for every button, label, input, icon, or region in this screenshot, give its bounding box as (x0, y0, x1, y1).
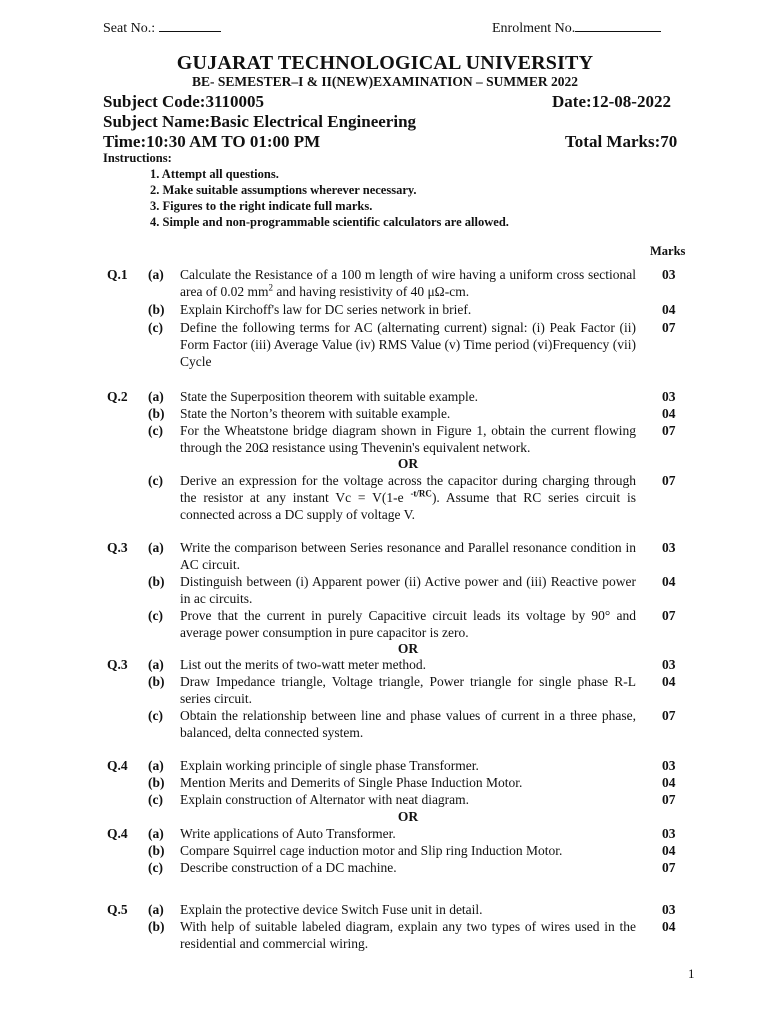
subject-name: Subject Name:Basic Electrical Engineering (103, 112, 417, 131)
question-marks: 03 (662, 758, 676, 773)
question-number: Q.1 (107, 267, 128, 282)
part-label: (b) (148, 302, 165, 317)
part-label: (b) (148, 775, 165, 790)
question-text: Obtain the relationship between line and phase values of current in a three phase, balanced, delta connected system. (180, 708, 636, 740)
or-separator: OR (397, 641, 419, 656)
part-label: (c) (148, 320, 163, 335)
seat-label: Seat No.: (103, 21, 156, 36)
question-marks: 03 (662, 389, 676, 404)
superscript: -t/RC (410, 488, 432, 499)
instruction-item: 3. Figures to the right indicate full marks. (150, 199, 373, 213)
seat-number-field (103, 17, 221, 37)
exam-title: BE- SEMESTER–I & II(NEW)EXAMINATION – SUMMER 2022 (191, 74, 579, 89)
exam-time: Time:10:30 AM TO 01:00 PM (103, 132, 321, 151)
question-text: State the Superposition theorem with suitable example. (180, 389, 479, 404)
part-label: (b) (148, 843, 165, 858)
question-marks: 03 (662, 540, 676, 555)
part-label: (c) (148, 860, 163, 875)
question-text: Write the comparison between Series resonance and Parallel resonance condition in AC circuit. (180, 540, 636, 572)
question-text: Define the following terms for AC (alternating current) signal: (i) Peak Factor (ii) Form Factor (iii) Average Value (iv) RMS Value (v) Time period (vi)Frequency (vii) Cycle (180, 320, 636, 369)
question-marks: 03 (662, 902, 676, 917)
question-marks: 04 (662, 775, 676, 790)
part-label: (b) (148, 406, 165, 421)
page-number: 1 (688, 966, 695, 981)
question-marks: 03 (662, 657, 676, 672)
exam-date: Date:12-08-2022 (552, 92, 671, 111)
part-label: (a) (148, 758, 164, 773)
question-text: Explain working principle of single phase Transformer. (180, 758, 479, 773)
marks-heading: Marks (650, 244, 686, 258)
part-label: (b) (148, 919, 165, 934)
question-text: Draw Impedance triangle, Voltage triangle, Power triangle for single phase R-L series circuit. (180, 674, 636, 706)
university-title: GUJARAT TECHNOLOGICAL UNIVERSITY (176, 52, 594, 74)
question-text: Write applications of Auto Transformer. (180, 826, 396, 841)
question-text: List out the merits of two-watt meter method. (180, 657, 426, 672)
part-label: (c) (148, 473, 163, 488)
question-text: For the Wheatstone bridge diagram shown in Figure 1, obtain the current flowing through the 20Ω resistance using Thevenin's equivalent network. (180, 423, 636, 455)
question-marks: 04 (662, 674, 676, 689)
question-marks: 07 (662, 320, 676, 335)
question-marks: 07 (662, 423, 676, 438)
question-marks: 07 (662, 860, 676, 875)
question-marks: 07 (662, 792, 676, 807)
total-marks: Total Marks:70 (565, 132, 678, 151)
text-segment: Calculate the Resistance of a 100 m length of wire having a uniform cross sectional area of 0.02 mm (180, 267, 636, 299)
question-text: Describe construction of a DC machine. (180, 860, 397, 875)
question-text: Distinguish between (i) Apparent power (ii) Active power and (iii) Reactive power in ac circuits. (180, 574, 636, 606)
question-text: Explain the protective device Switch Fuse unit in detail. (180, 902, 483, 917)
part-label: (c) (148, 792, 163, 807)
question-text: With help of suitable labeled diagram, explain any two types of wires used in the residential and commercial wiring. (180, 919, 636, 951)
question-number: Q.3 (107, 657, 128, 672)
question-text: Explain Kirchoff's law for DC series network in brief. (180, 302, 472, 317)
question-marks: 04 (662, 406, 676, 421)
instruction-item: 2. Make suitable assumptions wherever necessary. (150, 183, 417, 197)
part-label: (a) (148, 267, 164, 282)
seat-blank-line (159, 17, 221, 32)
question-marks: 04 (662, 302, 676, 317)
part-label: (b) (148, 674, 165, 689)
question-marks: 07 (662, 473, 676, 488)
instructions-label: Instructions: (103, 151, 172, 165)
part-label: (c) (148, 708, 163, 723)
question-number: Q.4 (107, 758, 128, 773)
question-marks: 07 (662, 608, 676, 623)
enrolment-label: Enrolment No. (492, 21, 576, 36)
question-text: Compare Squirrel cage induction motor and Slip ring Induction Motor. (180, 843, 563, 858)
question-marks: 04 (662, 574, 676, 589)
question-marks: 04 (662, 919, 676, 934)
part-label: (a) (148, 389, 164, 404)
question-marks: 04 (662, 843, 676, 858)
question-number: Q.4 (107, 826, 128, 841)
question-text (180, 266, 636, 300)
part-label: (c) (148, 608, 163, 623)
question-marks: 07 (662, 708, 676, 723)
question-text: State the Norton’s theorem with suitable example. (180, 406, 451, 421)
or-separator: OR (397, 456, 419, 471)
text-segment: and having resistivity of 40 μΩ-cm. (272, 284, 470, 299)
question-text: Explain construction of Alternator with neat diagram. (180, 792, 470, 807)
enrolment-blank-line (575, 17, 661, 32)
question-number: Q.5 (107, 902, 128, 917)
part-label: (a) (148, 826, 164, 841)
enrolment-number-field (492, 17, 661, 37)
part-label: (a) (148, 902, 164, 917)
instruction-item: 4. Simple and non-programmable scientific calculators are allowed. (150, 215, 509, 229)
question-marks: 03 (662, 267, 676, 282)
superscript: 2 (268, 282, 273, 293)
question-text: Mention Merits and Demerits of Single Phase Induction Motor. (180, 775, 523, 790)
instruction-item: 1. Attempt all questions. (150, 167, 279, 181)
question-marks: 03 (662, 826, 676, 841)
subject-code: Subject Code:3110005 (103, 92, 265, 111)
text-segment: ). Assume that RC series circuit is connected across a DC supply of voltage V. (180, 490, 636, 522)
question-number: Q.2 (107, 389, 128, 404)
question-number: Q.3 (107, 540, 128, 555)
part-label: (b) (148, 574, 165, 589)
question-text: Prove that the current in purely Capacitive circuit leads its voltage by 90° and average power consumption in pure capacitor is zero. (180, 608, 636, 640)
part-label: (c) (148, 423, 163, 438)
or-separator: OR (397, 809, 419, 824)
part-label: (a) (148, 540, 164, 555)
question-text (180, 472, 636, 523)
text-segment: Derive an expression for the voltage across the capacitor during charging through the resistor at any instant Vc = V(1-e (180, 473, 636, 505)
part-label: (a) (148, 657, 164, 672)
